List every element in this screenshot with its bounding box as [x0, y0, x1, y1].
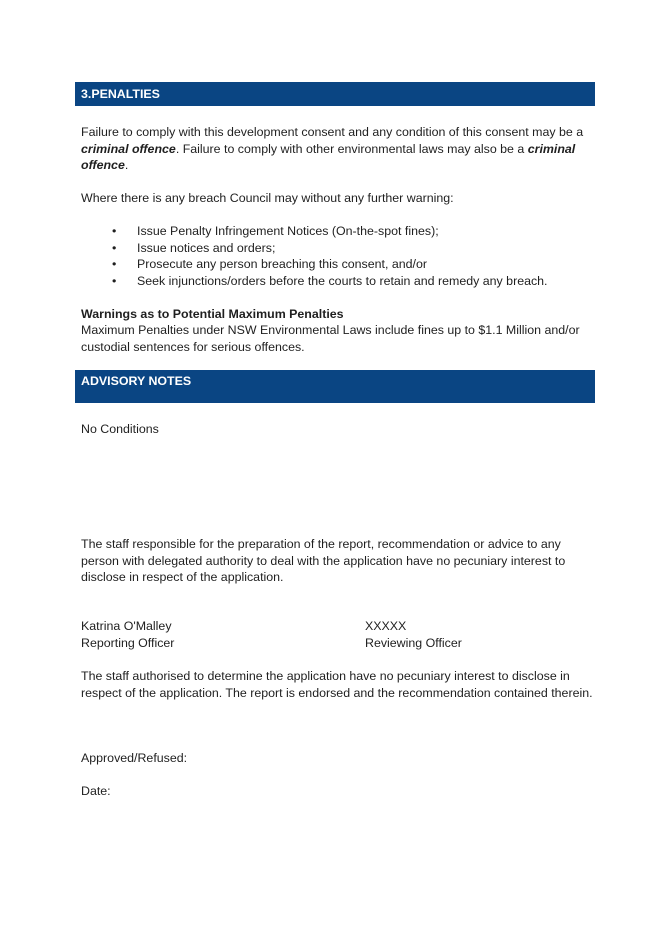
list-item: [81, 256, 593, 273]
list-item: [81, 240, 593, 257]
reporting-officer-role: Reporting Officer: [81, 635, 175, 650]
penalties-section-heading: 3.PENALTIES: [75, 82, 595, 106]
breach-intro-text: Where there is any breach Council may without any further warning:: [81, 191, 454, 205]
bullet-icon: •: [112, 257, 117, 271]
intro-text-2: . Failure to comply with other environmental laws may also be a: [175, 141, 528, 156]
date-label: Date:: [81, 784, 111, 798]
reviewing-officer-block: [365, 618, 462, 651]
warnings-body: Maximum Penalties under NSW Environmental Laws include fines up to $1.1 Million and/or custodial sentences for serious offences.: [81, 323, 580, 354]
list-item-text: Issue Penalty Infringement Notices (On-the-spot fines);: [137, 224, 439, 238]
criminal-offence-emphasis-2: criminal offence: [81, 141, 576, 172]
advisory-section-heading: ADVISORY NOTES: [75, 370, 595, 403]
list-item: [81, 223, 593, 240]
criminal-offence-emphasis: criminal offence: [81, 141, 176, 156]
reviewing-officer-name: XXXXX: [365, 619, 407, 633]
warnings-heading: Warnings as to Potential Maximum Penalties: [81, 307, 344, 321]
list-item-text: Issue notices and orders;: [137, 240, 276, 255]
advisory-body: No Conditions: [81, 422, 159, 436]
intro-text-1: Failure to comply with this development consent and any condition of this consent may be a: [81, 125, 584, 139]
list-item: [81, 273, 593, 290]
reviewing-officer-role: Reviewing Officer: [365, 635, 462, 650]
reporting-officer-block: [81, 618, 174, 651]
bullet-icon: •: [112, 224, 117, 238]
staff-interest-statement: The staff responsible for the preparation of the report, recommendation or advice to any person with delegated authority to deal with the application have no pecuniary interest to disclose in respect of the application.: [81, 537, 566, 584]
breach-actions-list: [81, 223, 593, 289]
bullet-icon: •: [112, 273, 117, 288]
penalties-intro-paragraph: [81, 124, 593, 174]
reporting-officer-name: Katrina O'Malley: [81, 619, 172, 633]
approved-refused-label: Approved/Refused:: [81, 751, 188, 765]
list-item-text: Prosecute any person breaching this consent, and/or: [137, 257, 427, 271]
authorised-staff-statement: The staff authorised to determine the application have no pecuniary interest to disclose in respect of the application. The report is endorsed and the recommendation contained therein.: [81, 669, 593, 700]
bullet-icon: •: [112, 240, 117, 255]
list-item-text: Seek injunctions/orders before the courts to retain and remedy any breach.: [137, 273, 548, 288]
intro-text-3: .: [124, 158, 129, 172]
